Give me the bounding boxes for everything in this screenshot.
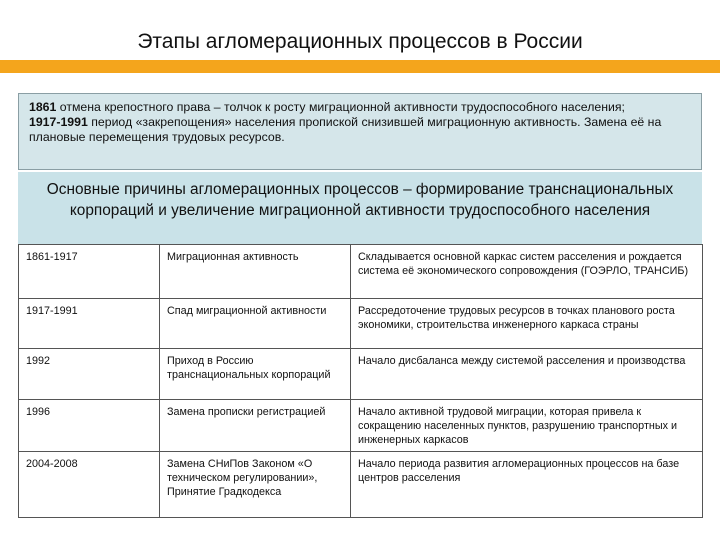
causes-box: Основные причины агломерационных процессов – формирование транснациональных корпораций и увеличение миграционной активности трудоспособного населения (18, 172, 702, 244)
table-row (19, 400, 703, 452)
result-cell: Начало дисбаланса между системой расселения и производства (351, 349, 703, 400)
intro-text-2: период «закрепощения» населения пропиской снизившей миграционную активность. Замена её на плановые перемещения трудовых ресурсов. (29, 115, 662, 145)
period-cell: 2004-2008 (19, 452, 160, 518)
event-cell: Приход в Россию транснациональных корпораций (160, 349, 351, 400)
table-row (19, 299, 703, 349)
accent-bar (0, 60, 720, 73)
intro-box (18, 93, 702, 170)
result-cell: Рассредоточение трудовых ресурсов в точках планового роста экономики, строительства инженерного каркаса страны (351, 299, 703, 349)
table-row (19, 452, 703, 518)
event-cell: Замена СНиПов Законом «О техническом регулировании», Принятие Градкодекса (160, 452, 351, 518)
intro-year-1861: 1861 (29, 100, 57, 114)
intro-text-1: отмена крепостного права – толчок к росту миграционной активности трудоспособного населения; (56, 100, 625, 114)
result-cell: Складывается основной каркас систем расселения и рождается система её экономического сопровождения (ГОЭРЛО, ТРАНСИБ) (351, 245, 703, 299)
intro-year-1917-1991: 1917-1991 (29, 115, 88, 130)
period-cell: 1917-1991 (19, 299, 160, 349)
event-cell: Миграционная активность (160, 245, 351, 299)
stages-table (18, 244, 703, 518)
table-row (19, 245, 703, 299)
slide-title: Этапы агломерационных процессов в России (137, 30, 583, 53)
period-cell: 1992 (19, 349, 160, 400)
result-cell: Начало периода развития агломерационных процессов на базе центров расселения (351, 452, 703, 518)
result-cell: Начало активной трудовой миграции, которая привела к сокращению населенных пунктов, разрушению транспортных и инженерных каркасов (351, 400, 703, 452)
event-cell: Спад миграционной активности (160, 299, 351, 349)
period-cell: 1996 (19, 400, 160, 452)
period-cell: 1861-1917 (19, 245, 160, 299)
event-cell: Замена прописки регистрацией (160, 400, 351, 452)
table-row (19, 349, 703, 400)
